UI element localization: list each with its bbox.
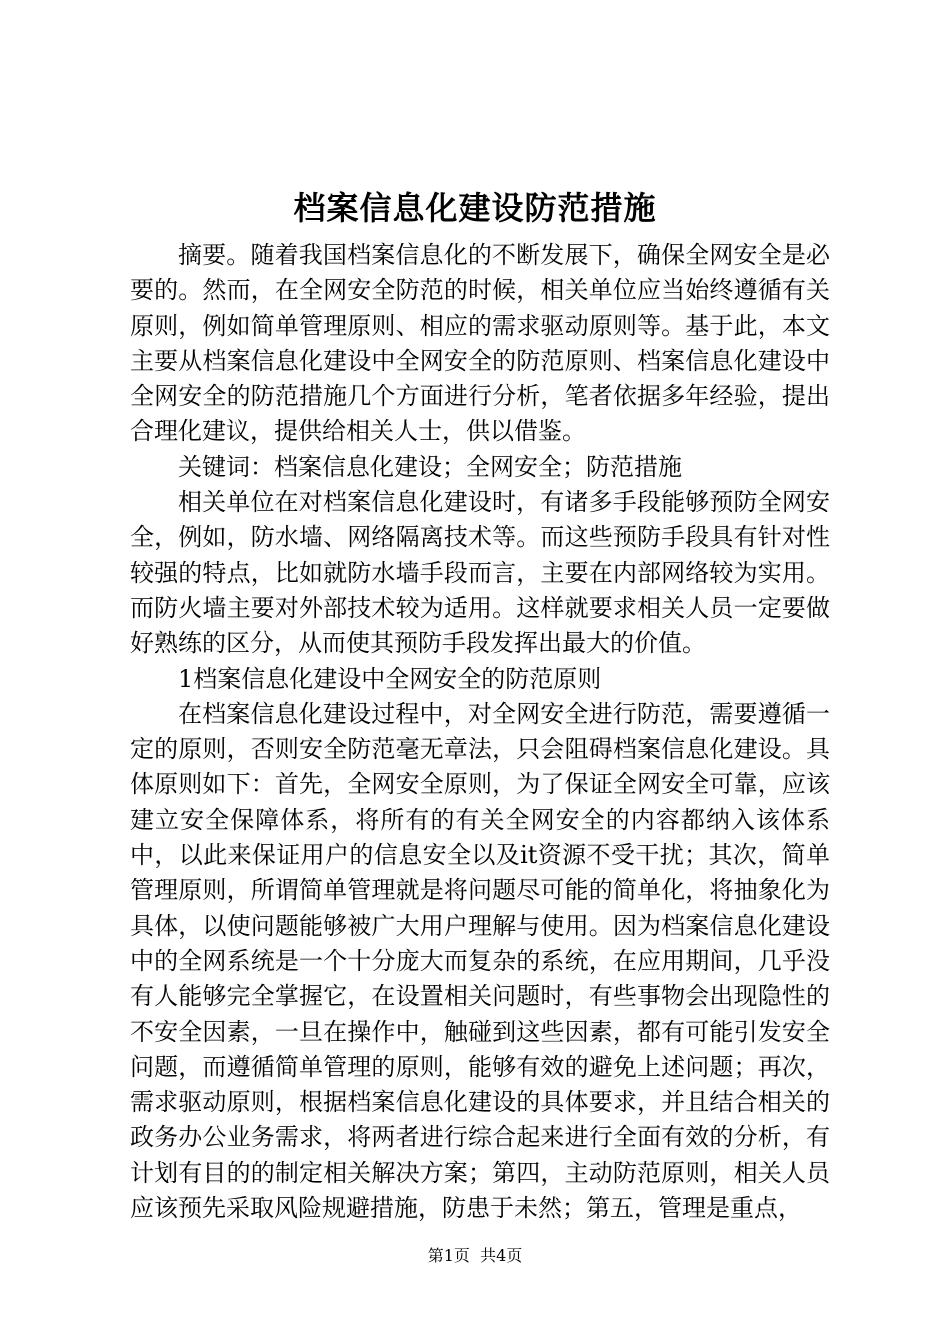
document-body [130, 238, 830, 1226]
document-title: 档案信息化建设防范措施 [293, 189, 657, 227]
intro-paragraph: 相关单位在对档案信息化建设时，有诸多手段能够预防全网安全，例如，防水墙、网络隔离技术等。而这些预防手段具有针对性较强的特点，比如就防水墙手段而言，主要在内部网络较为实用。而防火墙主要对外部技术较为适用。这样就要求相关人员一定要做好熟练的区分，从而使其预防手段发挥出最大的价值。 [130, 488, 830, 658]
principles-paragraph: 在档案信息化建设过程中，对全网安全进行防范，需要遵循一定的原则，否则安全防范毫无章法，只会阻碍档案信息化建设。具体原则如下：首先，全网安全原则，为了保证全网安全可靠，应该建立安全保障体系，将所有的有关全网安全的内容都纳入该体系中，以此来保证用户的信息安全以及it资源不受干扰；其次，简单管理原则，所谓简单管理就是将问题尽可能的简单化，将抽象化为具体，以使问题能够被广大用户理解与使用。因为档案信息化建设中的全网系统是一个十分庞大而复杂的系统，在应用期间，几乎没有人能够完全掌握它，在设置相关问题时，有些事物会出现隐性的不安全因素，一旦在操作中，触碰到这些因素，都有可能引发安全问题，而遵循简单管理的原则，能够有效的避免上述问题；再次，需求驱动原则，根据档案信息化建设的具体要求，并且结合相关的政务办公业务需求，将两者进行综合起来进行全面有效的分析，有计划有目的的制定相关解决方案；第四，主动防范原则，相关人员应该预先采取风险规避措施，防患于未然；第五，管理是重点， [130, 699, 830, 1223]
keywords-paragraph: 关键词：档案信息化建设；全网安全；防范措施 [178, 452, 682, 481]
section-heading: 1档案信息化建设中全网安全的防范原则 [178, 664, 602, 693]
page-footer [0, 1244, 950, 1268]
abstract-paragraph: 摘要。随着我国档案信息化的不断发展下，确保全网安全是必要的。然而，在全网安全防范的时候，相关单位应当始终遵循有关原则，例如简单管理原则、相应的需求驱动原则等。基于此，本文主要从档案信息化建设中全网安全的防范原则、档案信息化建设中全网安全的防范措施几个方面进行分析，笔者依据多年经验，提出合理化建议，提供给相关人士，供以借鉴。 [130, 241, 830, 446]
page-number: 第1页 共4页 [427, 1246, 523, 1265]
